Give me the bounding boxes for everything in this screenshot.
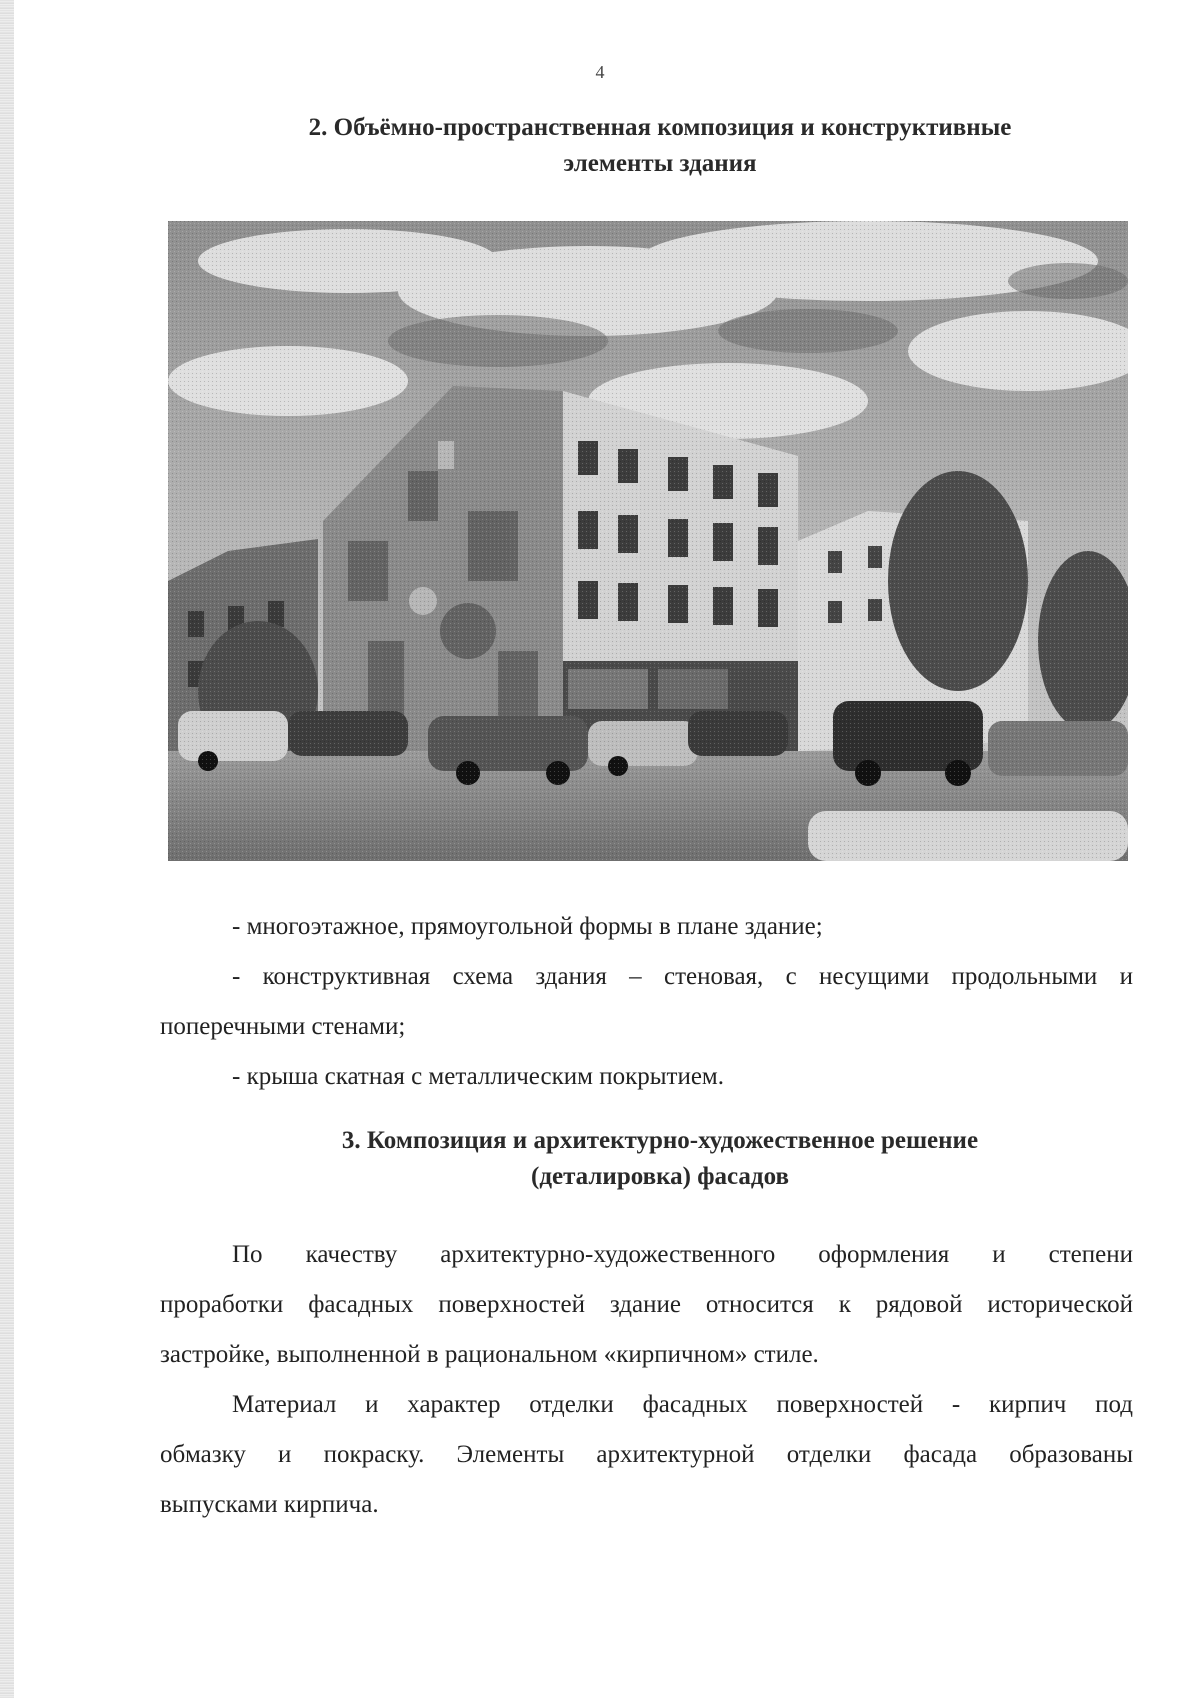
section-3-heading	[160, 1123, 1160, 1195]
paragraph-2-line-3: выпусками кирпича.	[160, 1491, 379, 1518]
bullet-2-text-line-1: - конструктивная схема здания – стеновая, с несущими продольными и	[232, 963, 1133, 990]
section-2-heading	[160, 110, 1160, 182]
paragraph-1-line-1: По качеству архитектурно-художественного оформления и степени	[232, 1241, 1133, 1268]
bullet-2-line-2: поперечными стенами;	[160, 1013, 406, 1040]
section-2-heading-line-2: элементы здания	[563, 150, 757, 177]
paragraph-2	[160, 1380, 1133, 1530]
bullet-2-line-1	[232, 962, 1133, 992]
page-number: 4	[595, 62, 605, 82]
section-2-heading-line-1: 2. Объёмно-пространственная композиция и конструктивные	[308, 114, 1012, 141]
bullet-3: - крыша скатная с металлическим покрытием.	[232, 1063, 724, 1090]
paragraph-1-line-2: проработки фасадных поверхностей здание относится к рядовой исторической	[160, 1291, 1133, 1318]
paragraph-2-line-2: обмазку и покраску. Элементы архитектурной отделки фасада образованы	[160, 1441, 1133, 1468]
section-3-heading-line-2: (деталировка) фасадов	[531, 1163, 789, 1190]
paragraph-2-line-1: Материал и характер отделки фасадных поверхностей - кирпич под	[232, 1391, 1133, 1418]
paragraph-1	[160, 1230, 1133, 1380]
section-3-heading-line-1: 3. Композиция и архитектурно-художественное решение	[341, 1127, 979, 1154]
scan-edge	[0, 0, 14, 1698]
building-photo	[168, 221, 1128, 861]
bullet-1: - многоэтажное, прямоугольной формы в плане здание;	[232, 913, 823, 940]
paragraph-1-line-3: застройке, выполненной в рациональном «кирпичном» стиле.	[160, 1341, 819, 1368]
